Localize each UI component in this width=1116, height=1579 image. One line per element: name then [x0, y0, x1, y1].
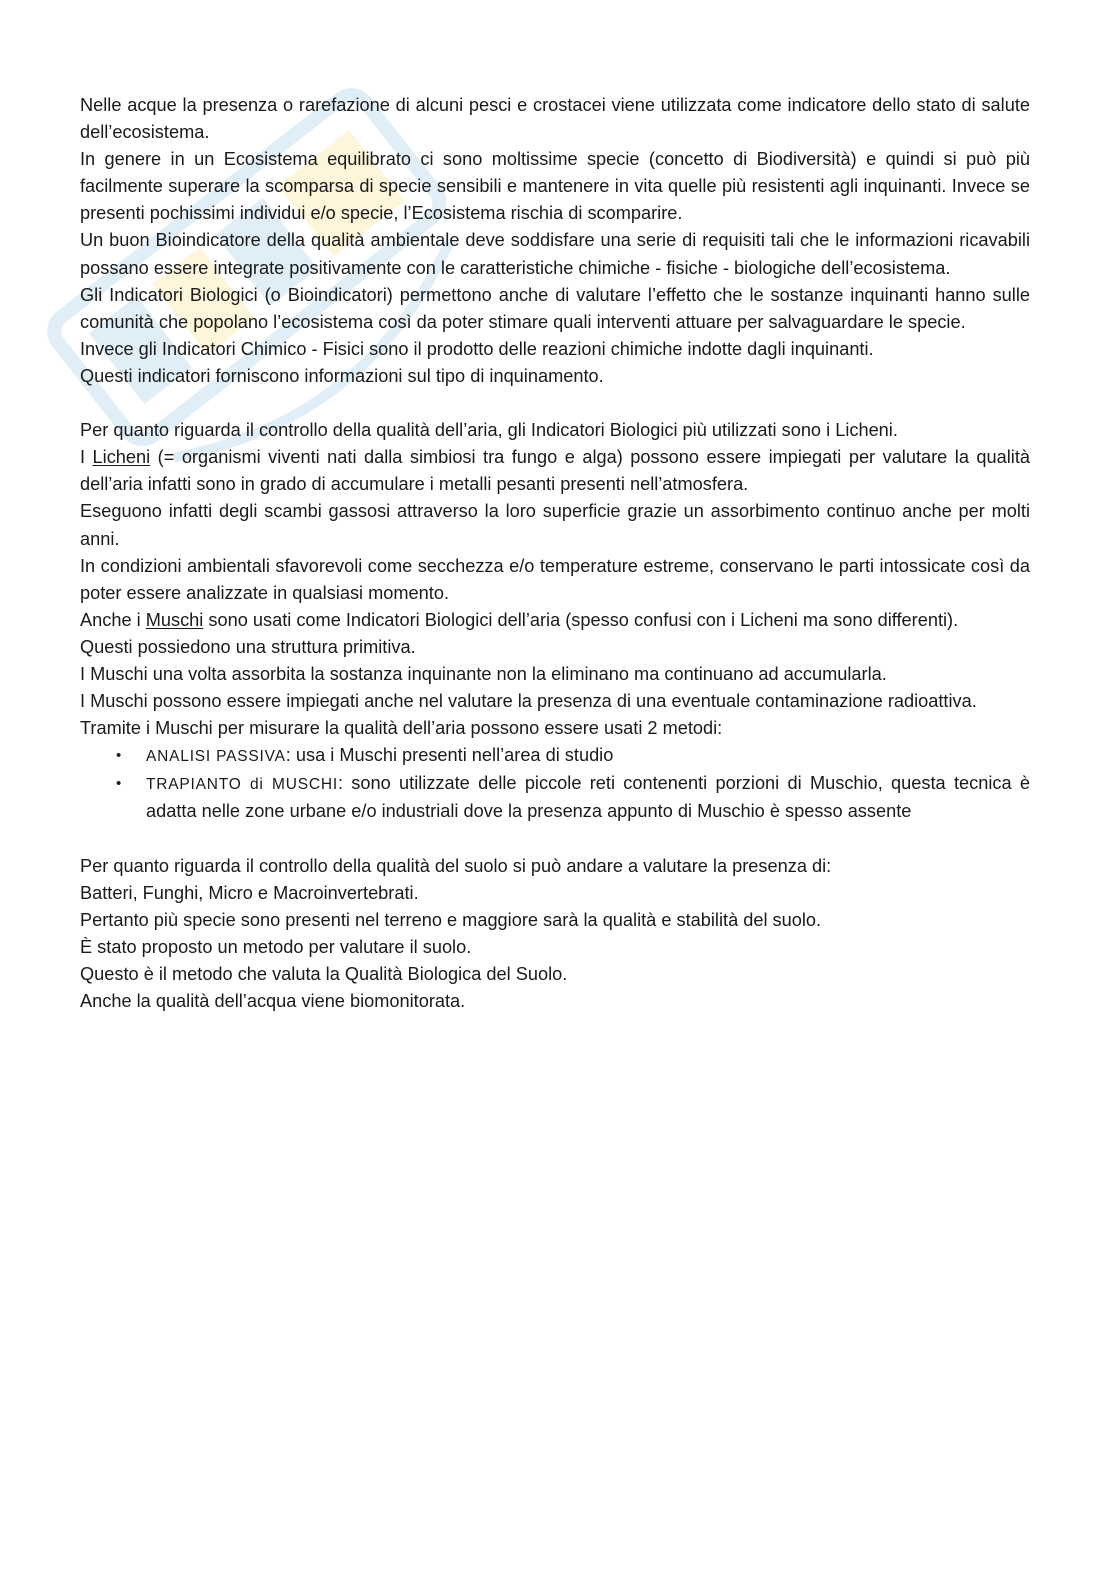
paragraph-qbs: Questo è il metodo che valuta la Qualità Biologica del Suolo. — [80, 964, 568, 984]
term-licheni: Licheni — [92, 447, 151, 468]
paragraph-spacer — [80, 390, 1030, 417]
method-description: : sono utilizzate delle piccole reti contenenti porzioni di Muschio, questa tecnica è adatta nelle zone urbane e/o industriali dove la presenza appunto di Muschio è spesso assente — [146, 773, 1030, 822]
term-muschi: Muschi — [145, 609, 204, 630]
text-fragment: I — [80, 447, 93, 468]
paragraph-two-methods: Tramite i Muschi per misurare la qualità dell’aria possono essere usati 2 metodi: — [80, 718, 723, 739]
paragraph-biological-indicators: Gli Indicatori Biologici (o Bioindicatori) permettono anche di valutare l’effetto che le sostanze inquinanti hanno sulle comunità che popolano l’ecosistema così da poter stimare quali interventi attuare per salvaguardare le specie. — [80, 284, 1030, 332]
paragraph-pollution-type: Questi indicatori forniscono informazioni sul tipo di inquinamento. — [80, 365, 604, 386]
paragraph-adverse-conditions: In condizioni ambientali sfavorevoli come secchezza e/o temperature estreme, conservano le parti intossicate così da poter essere analizzate in qualsiasi momento. — [80, 555, 1030, 603]
paragraph-radioactive: I Muschi possono essere impiegati anche nel valutare la presenza di una eventuale contaminazione radioattiva. — [80, 691, 977, 712]
paragraph-lichens-definition — [80, 444, 1030, 498]
paragraph-mosses-accumulate: I Muschi una volta assorbita la sostanza inquinante non la eliminano ma continuano ad accumularla. — [80, 663, 887, 684]
paragraph-soil-organisms: Batteri, Funghi, Micro e Macroinvertebrati. — [80, 882, 419, 903]
paragraph-soil-method: È stato proposto un metodo per valutare il suolo. — [80, 936, 472, 957]
list-item — [146, 742, 1030, 770]
method-description: : usa i Muschi presenti nell’area di studio — [285, 745, 614, 766]
paragraph-soil-species: Pertanto più specie sono presenti nel terreno e maggiore sarà la qualità e stabilità del suolo. — [80, 909, 822, 930]
paragraph-spacer — [80, 826, 1030, 853]
paragraph-soil-quality: Per quanto riguarda il controllo della qualità del suolo si può andare a valutare la presenza di: — [80, 855, 832, 876]
paragraph-water-indicators: Nelle acque la presenza o rarefazione di alcuni pesci e crostacei viene utilizzata come indicatore dello stato di salute dell’ecosistema. — [80, 95, 1030, 143]
paragraph-good-bioindicator: Un buon Bioindicatore della qualità ambientale deve soddisfare una serie di requisiti tali che le informazioni ricavabili possano essere integrate positivamente con le caratteristiche chimiche - fisiche - biologiche dell’ecosistema. — [80, 230, 1030, 278]
document-body — [80, 92, 1030, 1015]
paragraph-biodiversity: In genere in un Ecosistema equilibrato ci sono moltissime specie (concetto di Biodiversità) e quindi si può più facilmente superare la scomparsa di specie sensibili e mantenere in vita quelle più resistenti agli inquinanti. Invece se presenti pochissimi individui e/o specie, l’Ecosistema rischia di scomparire. — [80, 149, 1030, 224]
paragraph-water-biomonitoring: Anche la qualità dell’acqua viene biomonitorata. — [80, 991, 466, 1012]
paragraph-air-quality-lichens: Per quanto riguarda il controllo della qualità dell’aria, gli Indicatori Biologici più utilizzati sono i Licheni. — [80, 420, 898, 441]
text-fragment: Anche i — [80, 609, 146, 630]
paragraph-gas-exchange: Eseguono infatti degli scambi gassosi attraverso la loro superficie grazie un assorbimento continuo anche per molti anni. — [80, 501, 1030, 549]
list-item — [146, 770, 1030, 825]
text-fragment: (= organismi viventi nati dalla simbiosi tra fungo e alga) possono essere impiegati per valutare la qualità dell’aria infatti sono in grado di accumulare i metalli pesanti presenti nell’atmosfera. — [80, 447, 1031, 495]
text-fragment: sono usati come Indicatori Biologici dell’aria (spesso confusi con i Licheni ma sono differenti). — [203, 609, 959, 630]
method-name: ANALISI PASSIVA — [146, 748, 286, 766]
method-name: TRAPIANTO di MUSCHI — [146, 776, 338, 794]
paragraph-mosses — [80, 607, 1030, 634]
methods-list — [80, 742, 1030, 825]
paragraph-primitive-structure: Questi possiedono una struttura primitiva. — [80, 636, 416, 657]
paragraph-chemical-physical-indicators: Invece gli Indicatori Chimico - Fisici sono il prodotto delle reazioni chimiche indotte dagli inquinanti. — [80, 338, 874, 359]
